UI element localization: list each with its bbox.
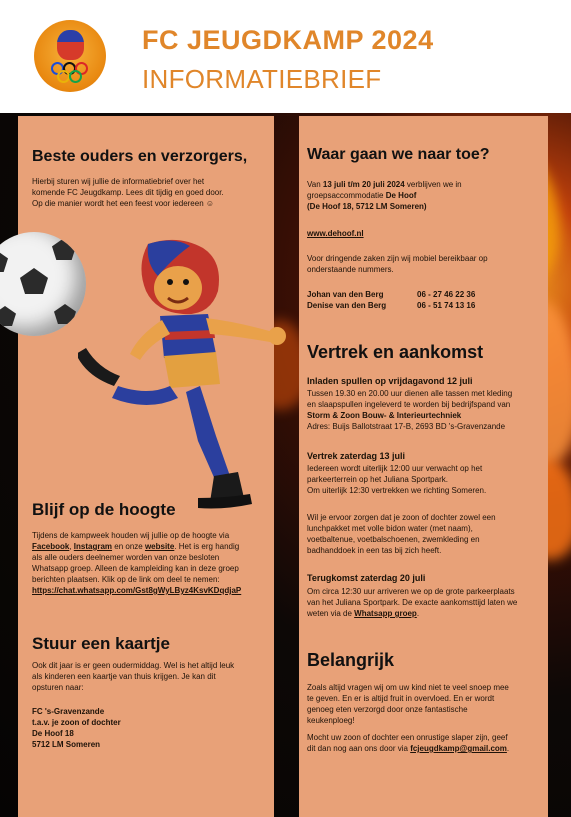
- lion-mascot-illustration: [78, 236, 298, 536]
- postcard-address: FC 's-Gravenzande t.a.v. je zoon of dochter De Hoof 18 5712 LM Someren: [32, 707, 121, 749]
- postcard-text: Ook dit jaar is er geen oudermiddag. Wel is het altijd leuk als kinderen een kaartje van thuis krijgen. Je kan dit opsturen naar:: [32, 661, 235, 692]
- packing-text: Wil je ervoor zorgen dat je zoon of dochter zowel een lunchpakket met volle bidon water (met naam), voetbaltenue, voetbalschoenen, zwemkleding en badhanddoek in een tas bij zich heeft.: [307, 513, 496, 555]
- saturday-title: Vertrek zaterdag 13 juli: [307, 451, 406, 461]
- club-logo: [34, 20, 106, 92]
- email-link[interactable]: fcjeugdkamp@gmail.com: [410, 744, 507, 753]
- contact-list: [307, 289, 542, 311]
- right-column: [299, 116, 548, 817]
- where-text: Van 13 juli t/m 20 juli 2024 verblijven we in groepsaccommodatie De Hoof (De Hoof 18, 5712 LM Someren): [307, 180, 462, 211]
- sleep-text: Mocht uw zoon of dochter een onrustige slaper zijn, geef dit dan nog aan ons door via fcjeugdkamp@gmail.com.: [307, 733, 510, 753]
- return-text: Om circa 12:30 uur arriveren we op de grote parkeerplaats van het Juliana Sportpark. De exacte aankomsttijd laten we weten via de Whatsapp groep.: [307, 587, 518, 618]
- return-title: Terugkomst zaterdag 20 juli: [307, 573, 426, 583]
- whatsapp-group-link[interactable]: Whatsapp groep: [354, 609, 417, 618]
- website-link[interactable]: website: [144, 542, 175, 551]
- facebook-link[interactable]: Facebook: [32, 542, 70, 551]
- page-subtitle: INFORMATIEBRIEF: [142, 64, 382, 94]
- updates-heading: Blijf op de hoogte: [32, 500, 176, 519]
- departure-heading: Vertrek en aankomst: [307, 342, 484, 362]
- load-title: Inladen spullen op vrijdagavond 12 juli: [307, 376, 473, 386]
- important-text: Zoals altijd vragen wij om uw kind niet te veel snoep mee te geven. En er is altijd fruit in overvloed. En er wordt genoeg eten verzorgd door onze fantastische keukenploeg!: [307, 683, 509, 725]
- instagram-link[interactable]: Instagram: [73, 542, 113, 551]
- where-heading: Waar gaan we naar toe?: [307, 146, 490, 163]
- greeting-heading: Beste ouders en verzorgers,: [32, 148, 248, 165]
- updates-text: Tijdens de kampweek houden wij jullie op de hoogte via Facebook, Instagram en onze website. Het is erg handig als alle ouders deelnemer worden van onze besloten Whatsapp groep. Alleen de kampleiding kan in deze groep berichten plaatsen. Klik op de link om deel te nemen: https://chat.whatsapp.com/Gst8gWyLByz4KsvKDqdjaP: [32, 530, 272, 596]
- whatsapp-link[interactable]: https://chat.whatsapp.com/Gst8gWyLByz4KsvKDqdjaP: [32, 586, 242, 595]
- dehoof-link[interactable]: www.dehoof.nl: [307, 229, 364, 238]
- load-text: Tussen 19.30 en 20.00 uur dienen alle tassen met kleding en slaapspullen ingeleverd te worden bij bedrijfspand van Storm & Zoon Bouw- & Interieurtechniek Adres: Buijs Ballotstraat 17-B, 2693 BD 's-Gravenzande: [307, 389, 513, 431]
- page-title: FC JEUGDKAMP 2024: [142, 25, 434, 55]
- postcard-heading: Stuur een kaartje: [32, 634, 170, 653]
- football-illustration: [0, 232, 86, 336]
- contact-row: Denise van den Berg 06 - 51 74 13 16: [307, 301, 476, 310]
- greeting-text: Hierbij sturen wij jullie de informatiebrief over het komende FC Jeugdkamp. Lees dit tijdig en goed door. Op die manier wordt het een feest voor iedereen ☺: [32, 177, 224, 208]
- important-heading: Belangrijk: [307, 650, 395, 670]
- saturday-text: Iedereen wordt uiterlijk 12:00 uur verwacht op het parkeerterrein op het Juliana Sportpark. Om uiterlijk 12:30 vertrekken we richting Someren.: [307, 464, 487, 495]
- header-band: [0, 0, 571, 113]
- lion-logo-icon: [57, 30, 84, 60]
- contact-row: Johan van den Berg 06 - 27 46 22 36: [307, 290, 476, 299]
- reach-text: Voor dringende zaken zijn wij mobiel bereikbaar op onderstaande nummers.: [307, 254, 488, 274]
